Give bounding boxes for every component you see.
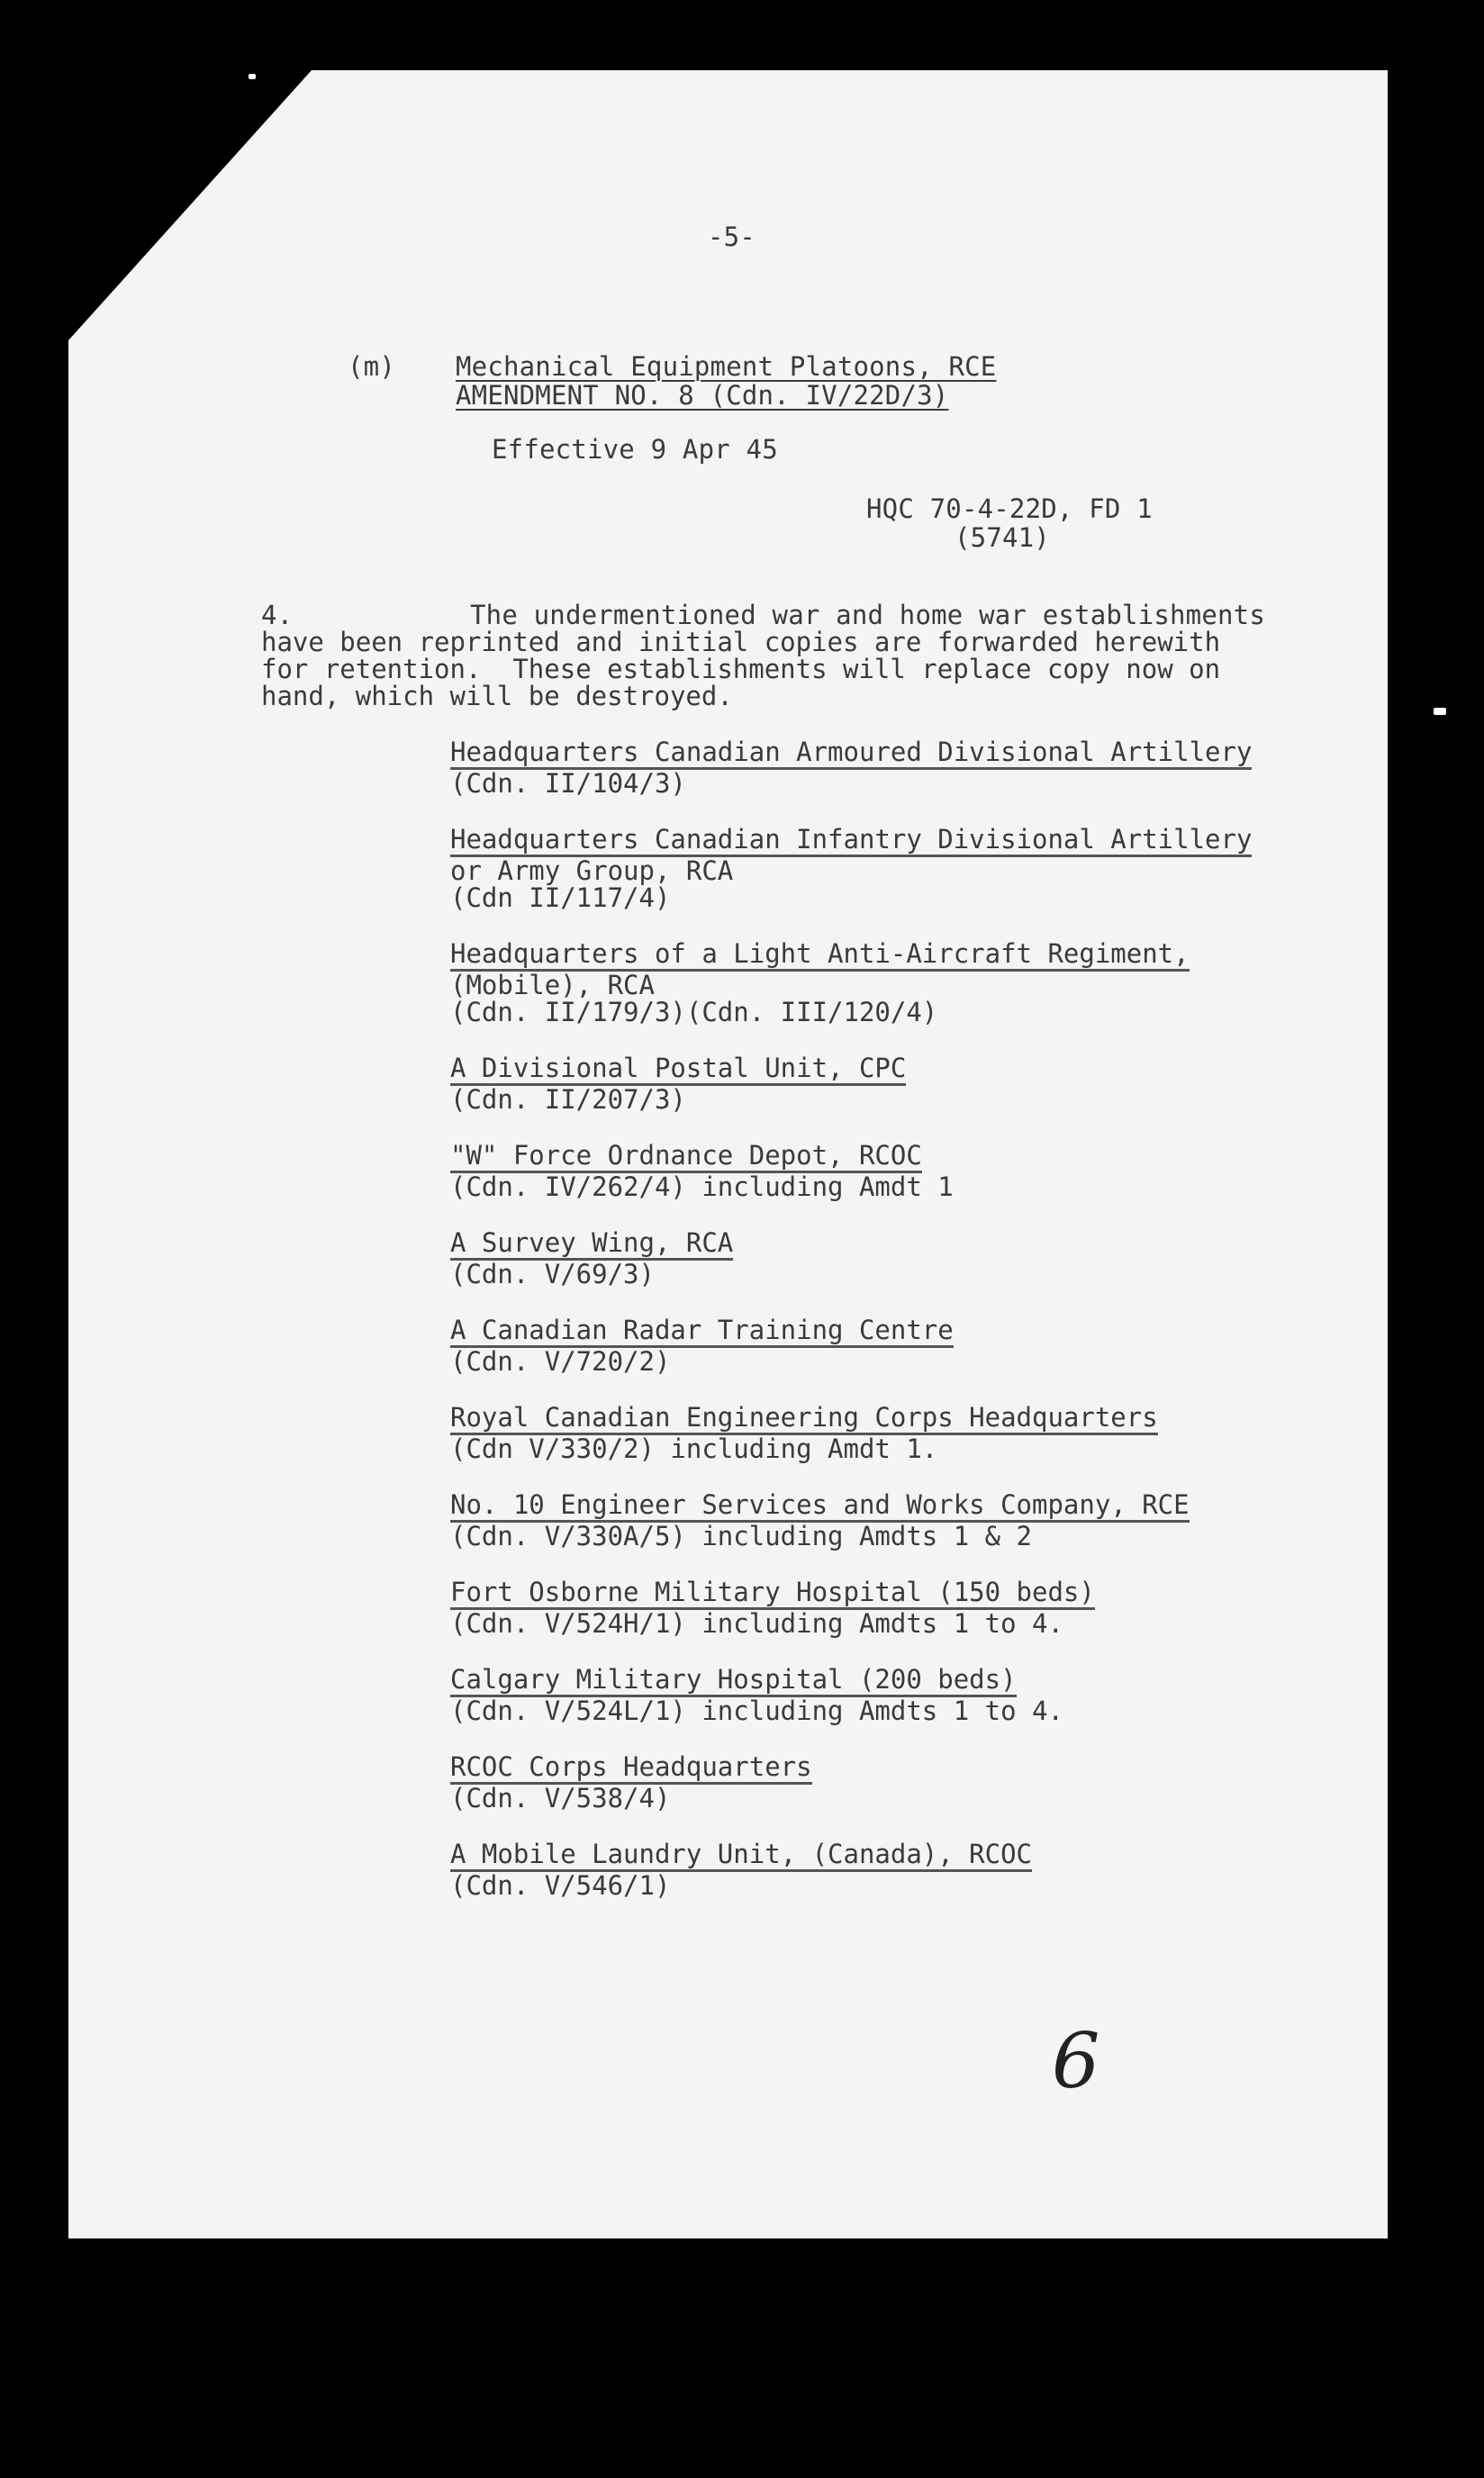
establishment-entry <box>450 1054 1351 1113</box>
page-number: -5- <box>708 222 756 252</box>
paragraph-body: have been reprinted and initial copies are forwarded herewith for retention. These establishments will replace copy now on hand, which will be destroyed. <box>261 627 1221 711</box>
establishment-reference: (Mobile), RCA <box>450 970 655 1000</box>
section-marker: (m) <box>348 351 395 382</box>
establishment-reference: (Cdn II/117/4) <box>450 882 671 913</box>
establishment-title: A Divisional Postal Unit, CPC <box>450 1054 906 1086</box>
reference-code: HQC 70-4-22D, FD 1 <box>866 493 1153 524</box>
establishment-reference: (Cdn. II/207/3) <box>450 1084 686 1115</box>
establishment-title: RCOC Corps Headquarters <box>450 1753 812 1785</box>
establishment-title: Royal Canadian Engineering Corps Headquarters <box>450 1404 1158 1435</box>
establishment-reference: (Cdn. V/69/3) <box>450 1259 655 1289</box>
establishment-entry <box>450 1404 1351 1462</box>
paragraph-number: 4. <box>261 600 294 630</box>
establishment-reference: (Cdn. V/546/1) <box>450 1870 671 1901</box>
establishment-title: A Mobile Laundry Unit, (Canada), RCOC <box>450 1840 1032 1872</box>
establishment-reference: (Cdn. IV/262/4) including Amdt 1 <box>450 1171 954 1202</box>
establishment-entry <box>450 940 1351 1026</box>
paragraph-first-line: The undermentioned war and home war establishments <box>470 600 1265 630</box>
establishment-title: Fort Osborne Military Hospital (150 beds) <box>450 1578 1095 1610</box>
establishments-list <box>450 738 1351 1928</box>
handwritten-page-number: 6 <box>1052 2017 1100 2105</box>
establishment-entry <box>450 826 1351 911</box>
establishment-reference: (Cdn. II/104/3) <box>450 768 686 799</box>
establishment-title: A Canadian Radar Training Centre <box>450 1316 954 1348</box>
establishment-entry <box>450 1578 1351 1637</box>
establishment-title: A Survey Wing, RCA <box>450 1229 733 1261</box>
establishment-reference: (Cdn. V/524L/1) including Amdts 1 to 4. <box>450 1696 1063 1726</box>
establishment-entry <box>450 1753 1351 1812</box>
establishment-title: Calgary Military Hospital (200 beds) <box>450 1666 1017 1697</box>
establishment-reference: (Cdn. V/720/2) <box>450 1346 671 1377</box>
establishment-entry <box>450 1316 1351 1375</box>
establishment-title: Headquarters Canadian Armoured Divisional Artillery <box>450 738 1252 770</box>
establishment-entry <box>450 738 1351 797</box>
reference-number: (5741) <box>955 522 1050 553</box>
establishment-title: Headquarters of a Light Anti-Aircraft Regiment, <box>450 940 1190 972</box>
establishment-entry <box>450 1840 1351 1899</box>
section-amendment: AMENDMENT NO. 8 (Cdn. IV/22D/3) <box>456 380 949 411</box>
scan-speck <box>249 74 256 79</box>
section-title: Mechanical Equipment Platoons, RCE <box>456 351 997 382</box>
establishment-reference: or Army Group, RCA <box>450 855 734 886</box>
scan-speck <box>1434 708 1446 715</box>
establishment-title: "W" Force Ordnance Depot, RCOC <box>450 1142 922 1173</box>
establishment-title: No. 10 Engineer Services and Works Company, RCE <box>450 1491 1190 1523</box>
establishment-entry <box>450 1142 1351 1200</box>
establishment-entry <box>450 1491 1351 1550</box>
establishment-entry <box>450 1666 1351 1724</box>
establishment-reference: (Cdn. V/538/4) <box>450 1783 671 1813</box>
establishment-reference: (Cdn V/330/2) including Amdt 1. <box>450 1433 938 1464</box>
establishment-reference: (Cdn. II/179/3)(Cdn. III/120/4) <box>450 997 938 1027</box>
establishment-reference: (Cdn. V/524H/1) including Amdts 1 to 4. <box>450 1608 1063 1639</box>
establishment-reference: (Cdn. V/330A/5) including Amdts 1 & 2 <box>450 1521 1033 1551</box>
establishment-title: Headquarters Canadian Infantry Divisional Artillery <box>450 826 1252 857</box>
establishment-entry <box>450 1229 1351 1288</box>
effective-date: Effective 9 Apr 45 <box>492 434 778 465</box>
